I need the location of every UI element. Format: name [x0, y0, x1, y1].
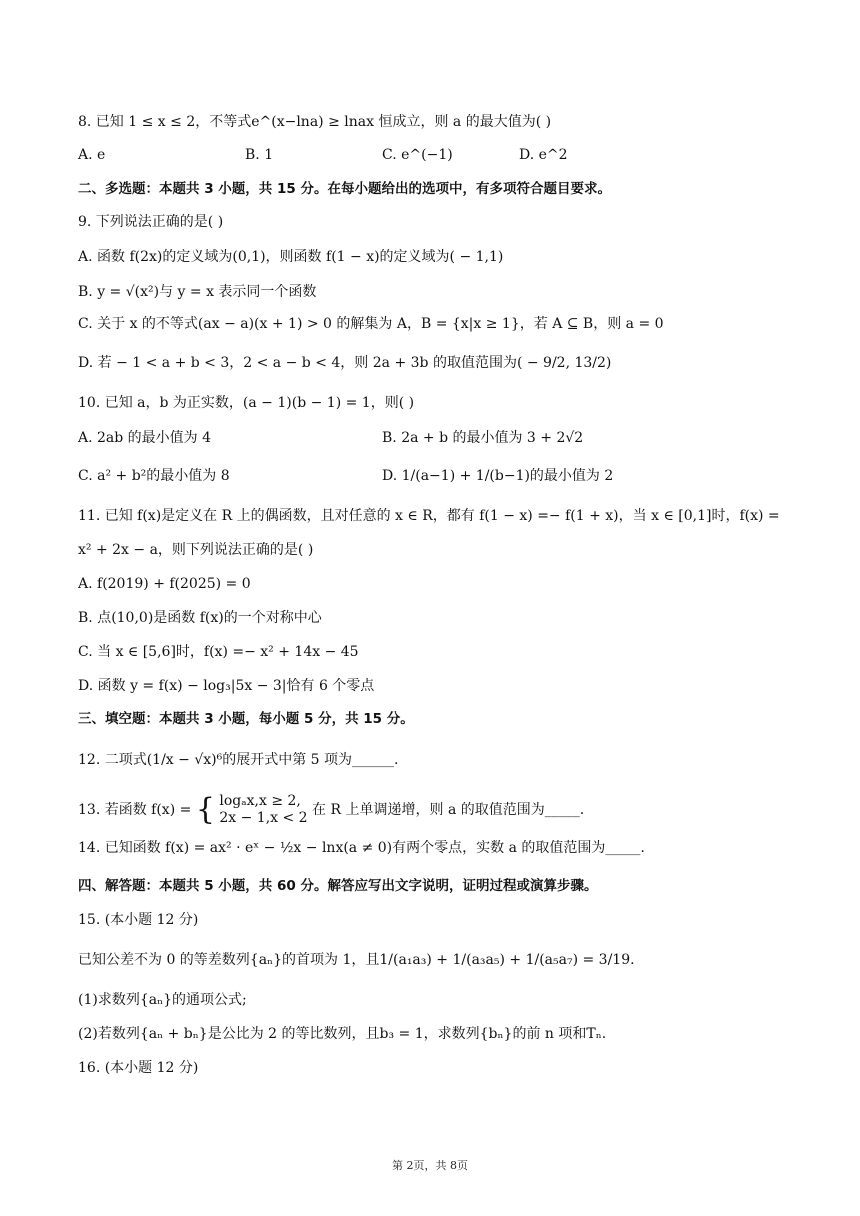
- question-9-option-d: D. 若 − 1 < a + b < 3，2 < a − b < 4，则 2a + 3b 的取值范围为( − 9/2, 13/2): [78, 355, 612, 371]
- question-15-part-2: (2)若数列{aₙ + bₙ}是公比为 2 的等比数列，且b₃ = 1，求数列{bₙ}的前 n 项和Tₙ.: [78, 1026, 607, 1042]
- question-11-stem-line-1: 11. 已知 f(x)是定义在 R 上的偶函数，且对任意的 x ∈ R，都有 f(1 − x) =− f(1 + x)，当 x ∈ [0,1]时，f(x) =: [78, 508, 780, 524]
- question-14: 14. 已知函数 f(x) = ax² · eˣ − ½x − lnx(a ≠ 0)有两个零点，实数 a 的取值范围为_____.: [78, 840, 645, 856]
- question-8-option-c: C. e^(−1): [382, 147, 453, 163]
- question-11-stem-line-2: x² + 2x − a，则下列说法正确的是( ): [78, 542, 314, 558]
- page-footer: 第 2页，共 8页: [392, 1159, 468, 1172]
- section-4-heading: 四、解答题：本题共 5 小题，共 60 分。解答应写出文字说明，证明过程或演算步骤。: [78, 878, 598, 894]
- question-13-suffix: 在 R 上单调递增，则 a 的取值范围为_____.: [312, 802, 585, 818]
- question-9-stem: 9. 下列说法正确的是( ): [78, 214, 224, 230]
- question-15-stem: 已知公差不为 0 的等差数列{aₙ}的首项为 1，且1/(a₁a₃) + 1/(a₃a₅) + 1/(a₅a₇) = 3/19.: [78, 952, 635, 968]
- question-11-option-d: D. 函数 y = f(x) − log₃|5x − 3|恰有 6 个零点: [78, 678, 375, 694]
- question-11-option-a: A. f(2019) + f(2025) = 0: [78, 576, 251, 592]
- question-9-option-a: A. 函数 f(2x)的定义域为(0,1)，则函数 f(1 − x)的定义域为( − 1,1): [78, 249, 504, 265]
- question-8-option-b: B. 1: [245, 147, 274, 163]
- question-8-option-a: A. e: [78, 147, 106, 163]
- question-13-case-2: 2x − 1,x < 2: [219, 810, 308, 826]
- section-2-heading: 二、多选题：本题共 3 小题，共 15 分。在每小题给出的选项中，有多项符合题目要求。: [78, 181, 611, 197]
- question-10-option-c: C. a² + b²的最小值为 8: [78, 468, 230, 484]
- question-9-option-b: B. y = √(x²)与 y = x 表示同一个函数: [78, 284, 317, 300]
- question-9-option-c: C. 关于 x 的不等式(ax − a)(x + 1) > 0 的解集为 A，B = {x|x ≥ 1}，若 A ⊆ B，则 a = 0: [78, 316, 664, 332]
- question-15-heading: 15. (本小题 12 分): [78, 912, 199, 928]
- question-13-case-1: logₐx,x ≥ 2,: [219, 793, 301, 809]
- question-15-part-1: (1)求数列{aₙ}的通项公式;: [78, 992, 247, 1008]
- question-13-brace: {: [195, 792, 215, 827]
- question-10-option-a: A. 2ab 的最小值为 4: [78, 430, 212, 446]
- question-11-option-c: C. 当 x ∈ [5,6]时，f(x) =− x² + 14x − 45: [78, 644, 359, 660]
- question-13: [78, 793, 584, 827]
- question-11-option-b: B. 点(10,0)是函数 f(x)的一个对称中心: [78, 610, 322, 626]
- question-8-stem: 8. 已知 1 ≤ x ≤ 2，不等式e^(x−lna) ≥ lnax 恒成立，则 a 的最大值为( ): [78, 114, 552, 130]
- question-10-option-d: D. 1/(a−1) + 1/(b−1)的最小值为 2: [382, 468, 614, 484]
- question-10-option-b: B. 2a + b 的最小值为 3 + 2√2: [382, 430, 584, 446]
- question-8-option-d: D. e^2: [519, 147, 568, 163]
- question-10-stem: 10. 已知 a，b 为正实数，(a − 1)(b − 1) = 1，则( ): [78, 395, 415, 411]
- question-13-prefix: 13. 若函数 f(x) =: [78, 802, 192, 818]
- question-12: 12. 二项式(1/x − √x)⁶的展开式中第 5 项为______.: [78, 752, 399, 768]
- question-16-heading: 16. (本小题 12 分): [78, 1060, 199, 1076]
- question-13-cases: [219, 793, 307, 827]
- section-3-heading: 三、填空题：本题共 3 小题，每小题 5 分，共 15 分。: [78, 711, 414, 727]
